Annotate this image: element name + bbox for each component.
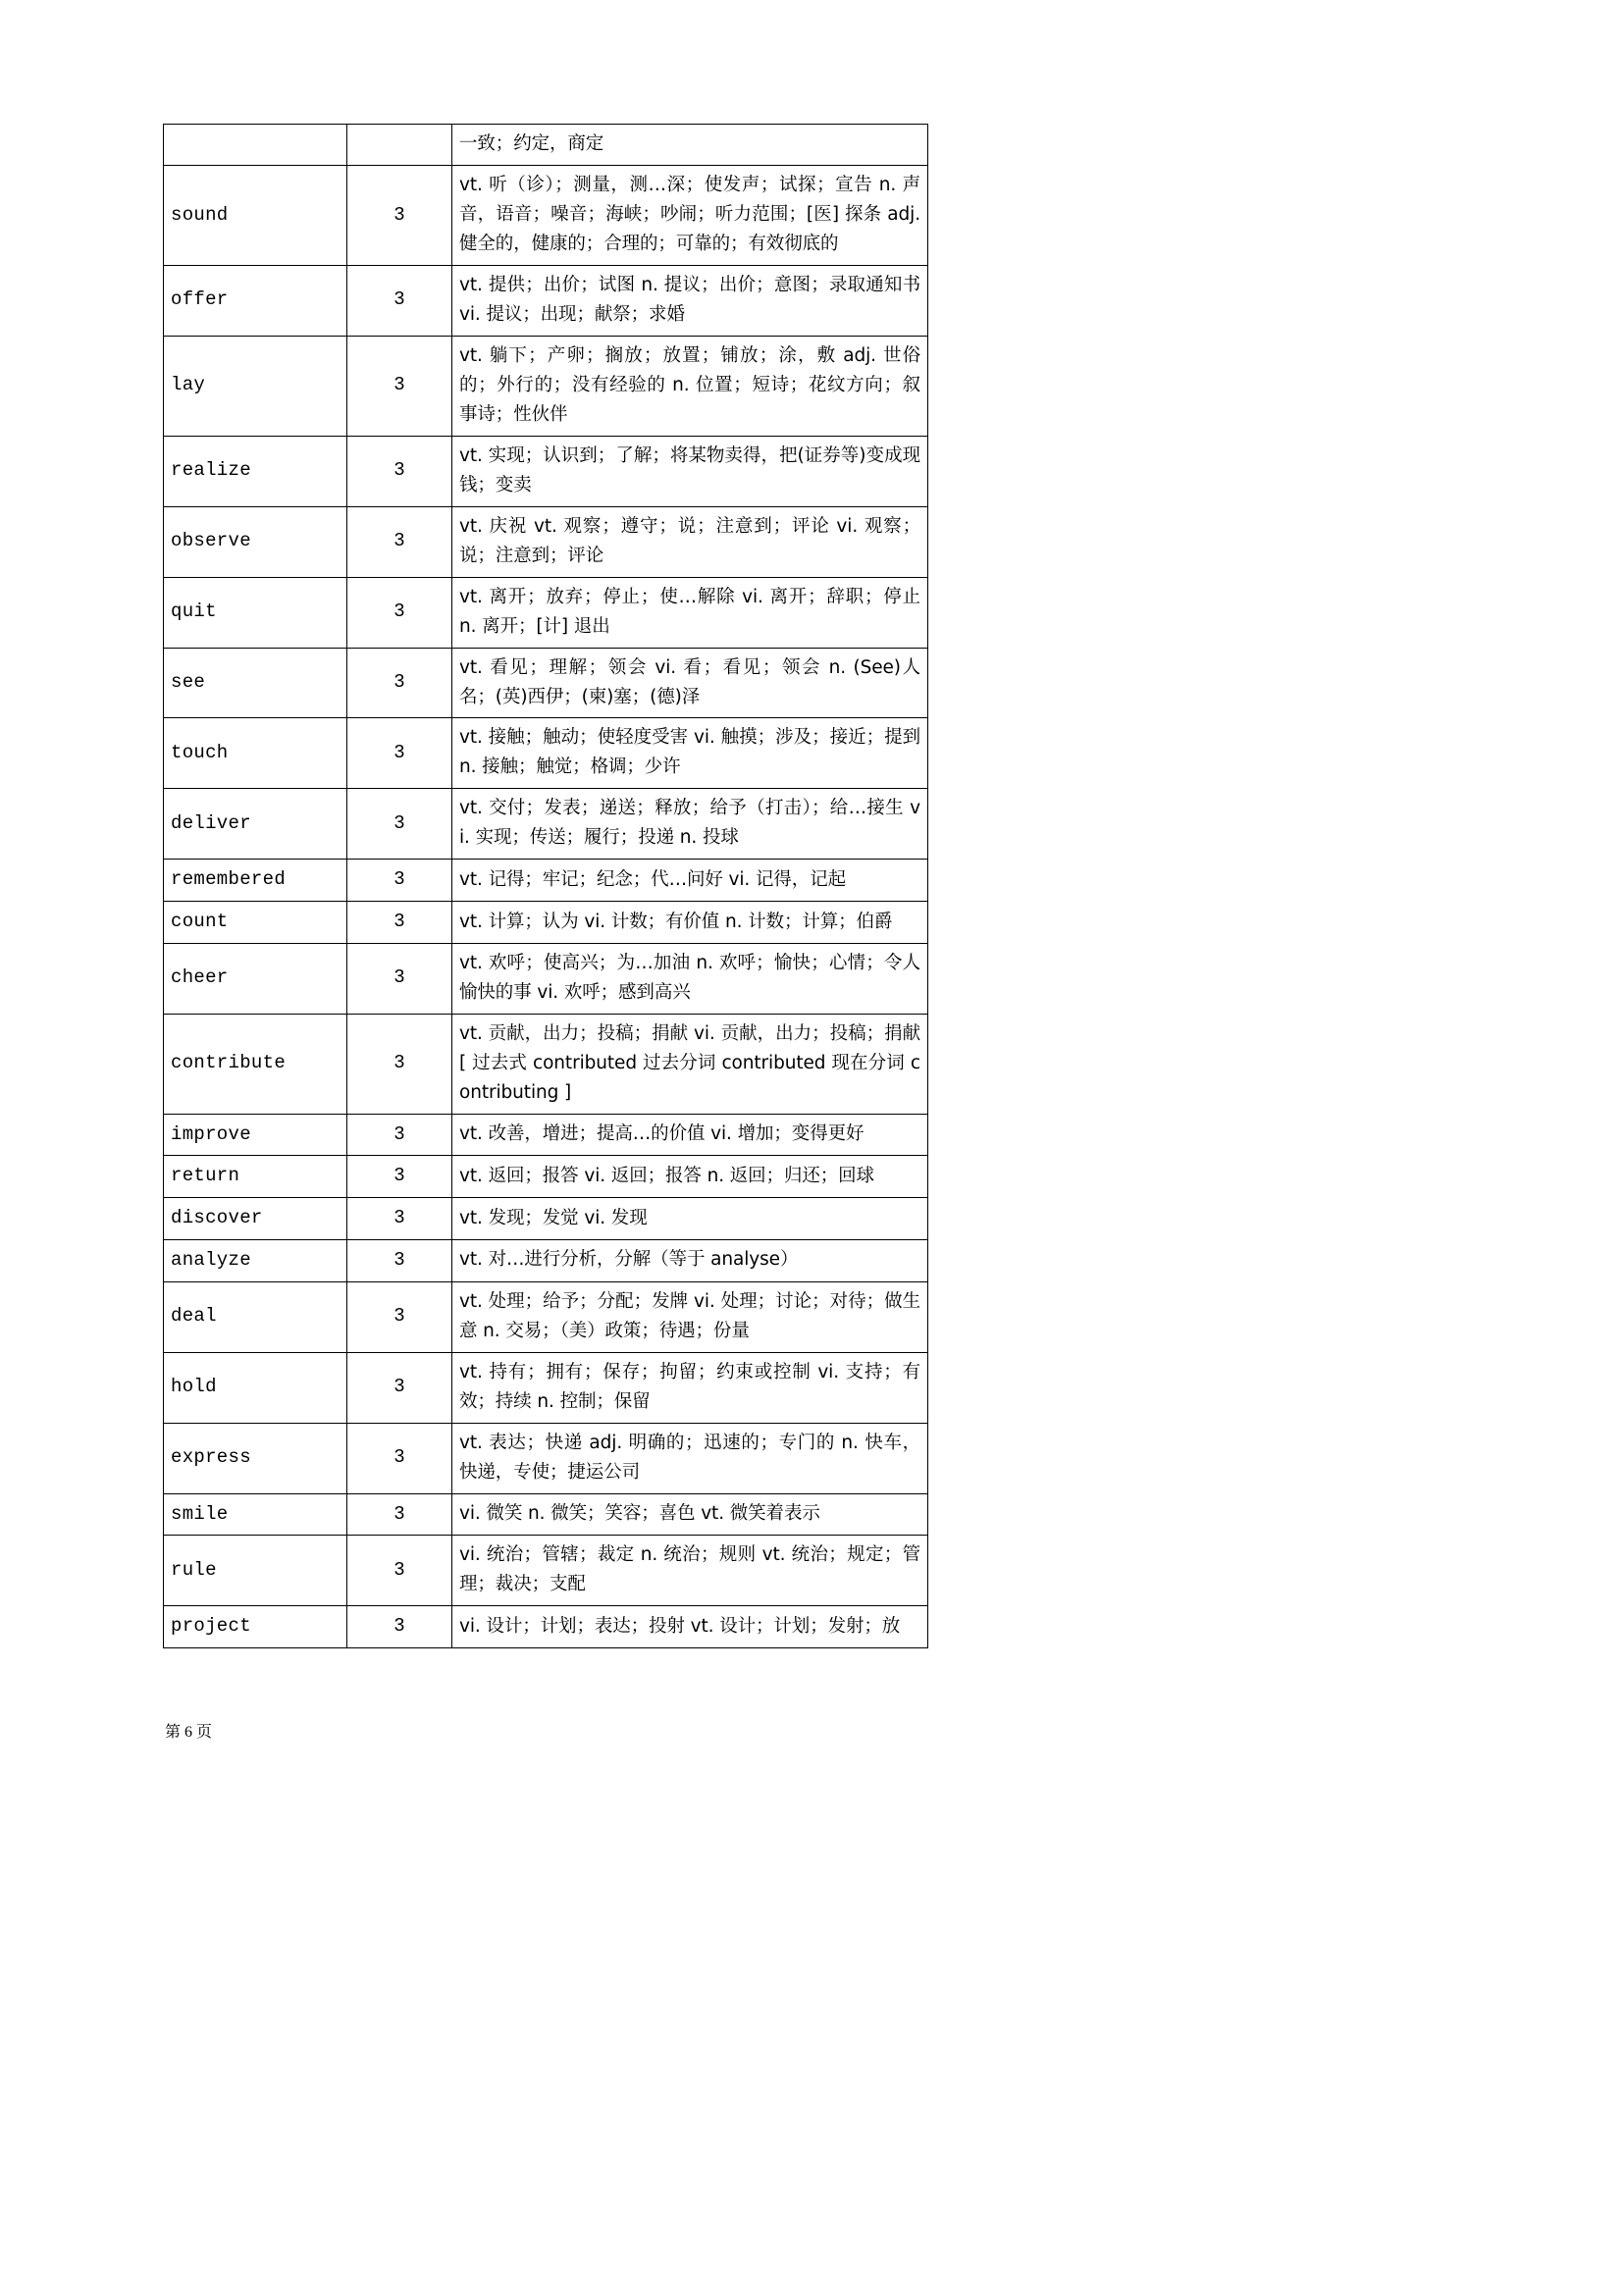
cell-level: 3 bbox=[347, 165, 452, 265]
cell-level: 3 bbox=[347, 1156, 452, 1198]
cell-word: touch bbox=[164, 718, 347, 789]
cell-definition: vt. 实现；认识到；了解；将某物卖得，把(证券等)变成现钱；变卖 bbox=[452, 436, 928, 506]
cell-definition: vt. 处理；给予；分配；发牌 vi. 处理；讨论；对待；做生意 n. 交易；（美）政策；待遇；份量 bbox=[452, 1281, 928, 1352]
cell-word: quit bbox=[164, 577, 347, 648]
cell-definition: vt. 离开；放弃；停止；使…解除 vi. 离开；辞职；停止 n. 离开；[计] 退出 bbox=[452, 577, 928, 648]
cell-word: see bbox=[164, 648, 347, 718]
table-row bbox=[164, 1156, 928, 1198]
cell-word: lay bbox=[164, 336, 347, 436]
table-row bbox=[164, 943, 928, 1014]
cell-word: rule bbox=[164, 1536, 347, 1606]
cell-definition: vt. 欢呼；使高兴；为…加油 n. 欢呼；愉快；心情；令人愉快的事 vi. 欢呼；感到高兴 bbox=[452, 943, 928, 1014]
table-row bbox=[164, 336, 928, 436]
table-row bbox=[164, 1352, 928, 1423]
cell-level: 3 bbox=[347, 1014, 452, 1114]
cell-level: 3 bbox=[347, 1352, 452, 1423]
cell-definition: vt. 看见；理解；领会 vi. 看；看见；领会 n. (See)人名；(英)西伊；(柬)塞；(德)泽 bbox=[452, 648, 928, 718]
table-row bbox=[164, 265, 928, 336]
cell-level: 3 bbox=[347, 265, 452, 336]
cell-level: 3 bbox=[347, 1606, 452, 1648]
cell-definition: vt. 庆祝 vt. 观察；遵守；说；注意到；评论 vi. 观察；说；注意到；评论 bbox=[452, 506, 928, 577]
table-row bbox=[164, 436, 928, 506]
table-row bbox=[164, 860, 928, 902]
cell-word: return bbox=[164, 1156, 347, 1198]
cell-word bbox=[164, 125, 347, 166]
cell-word: project bbox=[164, 1606, 347, 1648]
cell-word: discover bbox=[164, 1198, 347, 1240]
cell-level: 3 bbox=[347, 1114, 452, 1156]
table-row bbox=[164, 789, 928, 860]
cell-level: 3 bbox=[347, 789, 452, 860]
cell-word: count bbox=[164, 902, 347, 944]
cell-level: 3 bbox=[347, 902, 452, 944]
cell-word: express bbox=[164, 1423, 347, 1493]
table-row bbox=[164, 1423, 928, 1493]
cell-word: remembered bbox=[164, 860, 347, 902]
cell-definition: vt. 贡献，出力；投稿；捐献 vi. 贡献，出力；投稿；捐献[ 过去式 contributed 过去分词 contributed 现在分词 contributing ] bbox=[452, 1014, 928, 1114]
cell-level: 3 bbox=[347, 943, 452, 1014]
table-row bbox=[164, 902, 928, 944]
cell-level: 3 bbox=[347, 860, 452, 902]
cell-level: 3 bbox=[347, 718, 452, 789]
table-row bbox=[164, 1493, 928, 1536]
cell-word: hold bbox=[164, 1352, 347, 1423]
page-footer bbox=[165, 1719, 212, 2295]
cell-definition: vt. 表达；快递 adj. 明确的；迅速的；专门的 n. 快车，快递，专使；捷运公司 bbox=[452, 1423, 928, 1493]
page-footer-label: 第 6 页 bbox=[165, 1724, 213, 1742]
table-row bbox=[164, 1014, 928, 1114]
cell-definition: vt. 对…进行分析，分解（等于 analyse） bbox=[452, 1240, 928, 1282]
cell-definition: vi. 设计；计划；表达；投射 vt. 设计；计划；发射；放 bbox=[452, 1606, 928, 1648]
table-row bbox=[164, 1281, 928, 1352]
cell-level: 3 bbox=[347, 336, 452, 436]
cell-word: deliver bbox=[164, 789, 347, 860]
table-row bbox=[164, 506, 928, 577]
cell-definition: vt. 接触；触动；使轻度受害 vi. 触摸；涉及；接近；提到 n. 接触；触觉；格调；少许 bbox=[452, 718, 928, 789]
cell-word: cheer bbox=[164, 943, 347, 1014]
cell-level: 3 bbox=[347, 577, 452, 648]
cell-definition: vt. 记得；牢记；纪念；代…问好 vi. 记得，记起 bbox=[452, 860, 928, 902]
cell-definition: vt. 听（诊）；测量，测…深；使发声；试探；宣告 n. 声音，语音；噪音；海峡；吵闹；听力范围；[医] 探条 adj. 健全的，健康的；合理的；可靠的；有效彻底的 bbox=[452, 165, 928, 265]
cell-level: 3 bbox=[347, 1198, 452, 1240]
cell-word: contribute bbox=[164, 1014, 347, 1114]
cell-word: sound bbox=[164, 165, 347, 265]
cell-definition: vt. 计算；认为 vi. 计数；有价值 n. 计数；计算；伯爵 bbox=[452, 902, 928, 944]
cell-definition: vt. 发现；发觉 vi. 发现 bbox=[452, 1198, 928, 1240]
cell-level: 3 bbox=[347, 1240, 452, 1282]
table-row bbox=[164, 577, 928, 648]
cell-level: 3 bbox=[347, 1536, 452, 1606]
table-row bbox=[164, 125, 928, 166]
table-row bbox=[164, 1240, 928, 1282]
cell-level: 3 bbox=[347, 436, 452, 506]
cell-level: 3 bbox=[347, 648, 452, 718]
cell-level: 3 bbox=[347, 1493, 452, 1536]
cell-definition: 一致；约定，商定 bbox=[452, 125, 928, 166]
cell-word: observe bbox=[164, 506, 347, 577]
cell-word: realize bbox=[164, 436, 347, 506]
table-body bbox=[164, 125, 928, 1648]
cell-word: analyze bbox=[164, 1240, 347, 1282]
cell-word: deal bbox=[164, 1281, 347, 1352]
cell-definition: vi. 统治；管辖；裁定 n. 统治；规则 vt. 统治；规定；管理；裁决；支配 bbox=[452, 1536, 928, 1606]
cell-definition: vt. 交付；发表；递送；释放；给予（打击）；给…接生 vi. 实现；传送；履行；投递 n. 投球 bbox=[452, 789, 928, 860]
cell-definition: vt. 改善，增进；提高…的价值 vi. 增加；变得更好 bbox=[452, 1114, 928, 1156]
vocabulary-table bbox=[163, 124, 928, 1648]
table-row bbox=[164, 1536, 928, 1606]
table-row bbox=[164, 718, 928, 789]
cell-definition: vt. 持有；拥有；保存；拘留；约束或控制 vi. 支持；有效；持续 n. 控制；保留 bbox=[452, 1352, 928, 1423]
cell-level: 3 bbox=[347, 506, 452, 577]
cell-level: 3 bbox=[347, 1281, 452, 1352]
cell-definition: vi. 微笑 n. 微笑；笑容；喜色 vt. 微笑着表示 bbox=[452, 1493, 928, 1536]
cell-level bbox=[347, 125, 452, 166]
cell-word: smile bbox=[164, 1493, 347, 1536]
cell-word: improve bbox=[164, 1114, 347, 1156]
table-row bbox=[164, 1198, 928, 1240]
cell-definition: vt. 提供；出价；试图 n. 提议；出价；意图；录取通知书 vi. 提议；出现；献祭；求婚 bbox=[452, 265, 928, 336]
cell-definition: vt. 返回；报答 vi. 返回；报答 n. 返回；归还；回球 bbox=[452, 1156, 928, 1198]
table-row bbox=[164, 1114, 928, 1156]
cell-definition: vt. 躺下；产卵；搁放；放置；铺放；涂，敷 adj. 世俗的；外行的；没有经验的 n. 位置；短诗；花纹方向；叙事诗；性伙伴 bbox=[452, 336, 928, 436]
cell-word: offer bbox=[164, 265, 347, 336]
table-row bbox=[164, 648, 928, 718]
cell-level: 3 bbox=[347, 1423, 452, 1493]
table-row bbox=[164, 1606, 928, 1648]
table-row bbox=[164, 165, 928, 265]
